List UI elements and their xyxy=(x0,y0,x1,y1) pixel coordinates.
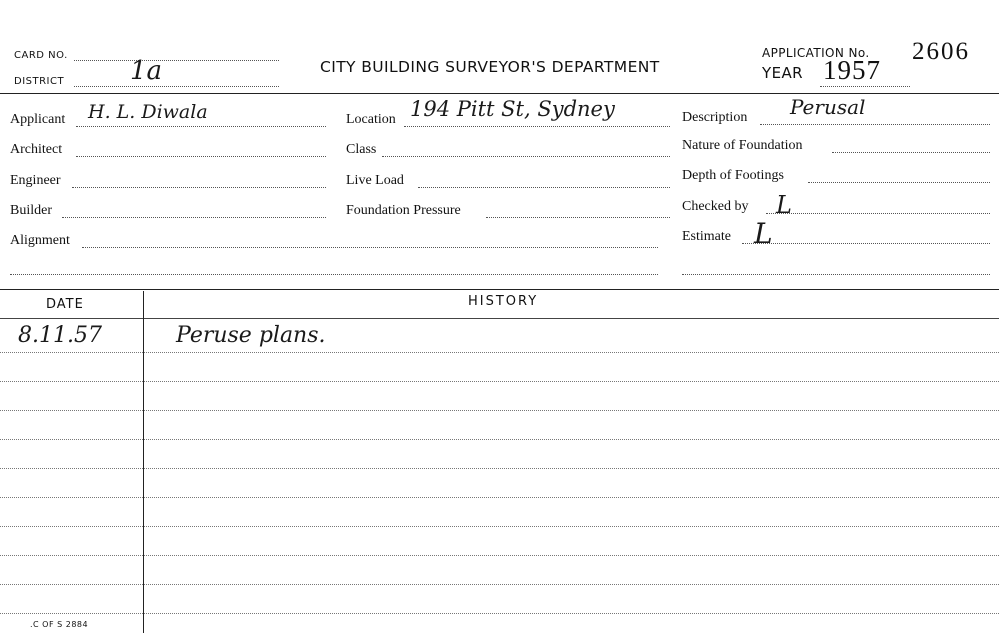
description-line xyxy=(760,124,990,125)
location-line xyxy=(404,126,670,127)
table-row-line xyxy=(0,497,999,498)
architect-line xyxy=(76,156,326,157)
application-number: 2606 xyxy=(912,38,970,65)
table-row-line xyxy=(0,439,999,440)
year-value: 1957 xyxy=(823,55,881,85)
application-label: APPLICATION No. xyxy=(762,46,870,60)
row-history: Peruse plans. xyxy=(176,323,326,348)
row-date: 8.11.57 xyxy=(18,323,102,348)
checked-by-label: Checked by xyxy=(682,199,749,214)
table-row-line xyxy=(0,613,999,614)
table-row xyxy=(0,321,999,351)
location-value: 194 Pitt St, Sydney xyxy=(410,97,615,121)
department-title: CITY BUILDING SURVEYOR'S DEPARTMENT xyxy=(320,58,660,76)
foundation-pressure-line xyxy=(486,217,670,218)
card-no-label: CARD NO. xyxy=(14,50,68,61)
table-row-line xyxy=(0,410,999,411)
class-line xyxy=(382,156,670,157)
live-load-line xyxy=(418,187,670,188)
form-code: .C OF S 2884 xyxy=(30,620,89,629)
table-row-line xyxy=(0,352,999,353)
estimate-line xyxy=(742,243,990,244)
estimate-label: Estimate xyxy=(682,229,731,244)
location-label: Location xyxy=(346,112,396,127)
description-value: Perusal xyxy=(790,95,866,119)
district-label: DISTRICT xyxy=(14,76,65,87)
card-header xyxy=(0,0,999,95)
district-line xyxy=(74,86,279,87)
table-row-line xyxy=(0,381,999,382)
table-row-line xyxy=(0,555,999,556)
checked-by-line xyxy=(766,213,990,214)
blank-entry-line-left xyxy=(10,274,658,275)
card-no-line xyxy=(74,60,279,61)
table-header-rule xyxy=(0,318,999,319)
builder-label: Builder xyxy=(10,203,52,218)
table-row-line xyxy=(0,584,999,585)
year-line xyxy=(820,86,910,87)
architect-label: Architect xyxy=(10,142,63,157)
applicant-line xyxy=(76,126,326,127)
engineer-label: Engineer xyxy=(10,173,61,188)
live-load-label: Live Load xyxy=(346,173,404,188)
depth-of-footings-label: Depth of Footings xyxy=(682,168,784,183)
year-label: YEAR xyxy=(762,64,803,82)
table-row-line xyxy=(0,526,999,527)
fields-middle-column xyxy=(340,95,680,225)
nature-of-foundation-label: Nature of Foundation xyxy=(682,138,803,153)
nature-of-foundation-line xyxy=(832,152,990,153)
applicant-value: H. L. Diwala xyxy=(88,101,208,123)
fields-right-column xyxy=(680,95,999,255)
applicant-label: Applicant xyxy=(10,112,66,127)
alignment-label: Alignment xyxy=(10,233,70,248)
date-column-header: DATE xyxy=(46,297,84,312)
district-value: 1a xyxy=(130,56,163,86)
header-rule xyxy=(0,93,999,94)
checked-by-value: L xyxy=(776,191,792,219)
history-table xyxy=(0,291,999,633)
history-column-header: HISTORY xyxy=(468,294,539,309)
builder-line xyxy=(62,217,326,218)
class-label: Class xyxy=(346,142,377,157)
estimate-value: L xyxy=(754,217,773,250)
table-row-line xyxy=(0,468,999,469)
depth-of-footings-line xyxy=(808,182,990,183)
engineer-line xyxy=(72,187,326,188)
table-top-rule xyxy=(0,289,999,290)
blank-entry-line-right xyxy=(682,274,990,275)
foundation-pressure-label: Foundation Pressure xyxy=(346,203,461,218)
fields-left-column xyxy=(0,95,340,255)
alignment-line xyxy=(82,247,658,248)
description-label: Description xyxy=(682,110,748,125)
